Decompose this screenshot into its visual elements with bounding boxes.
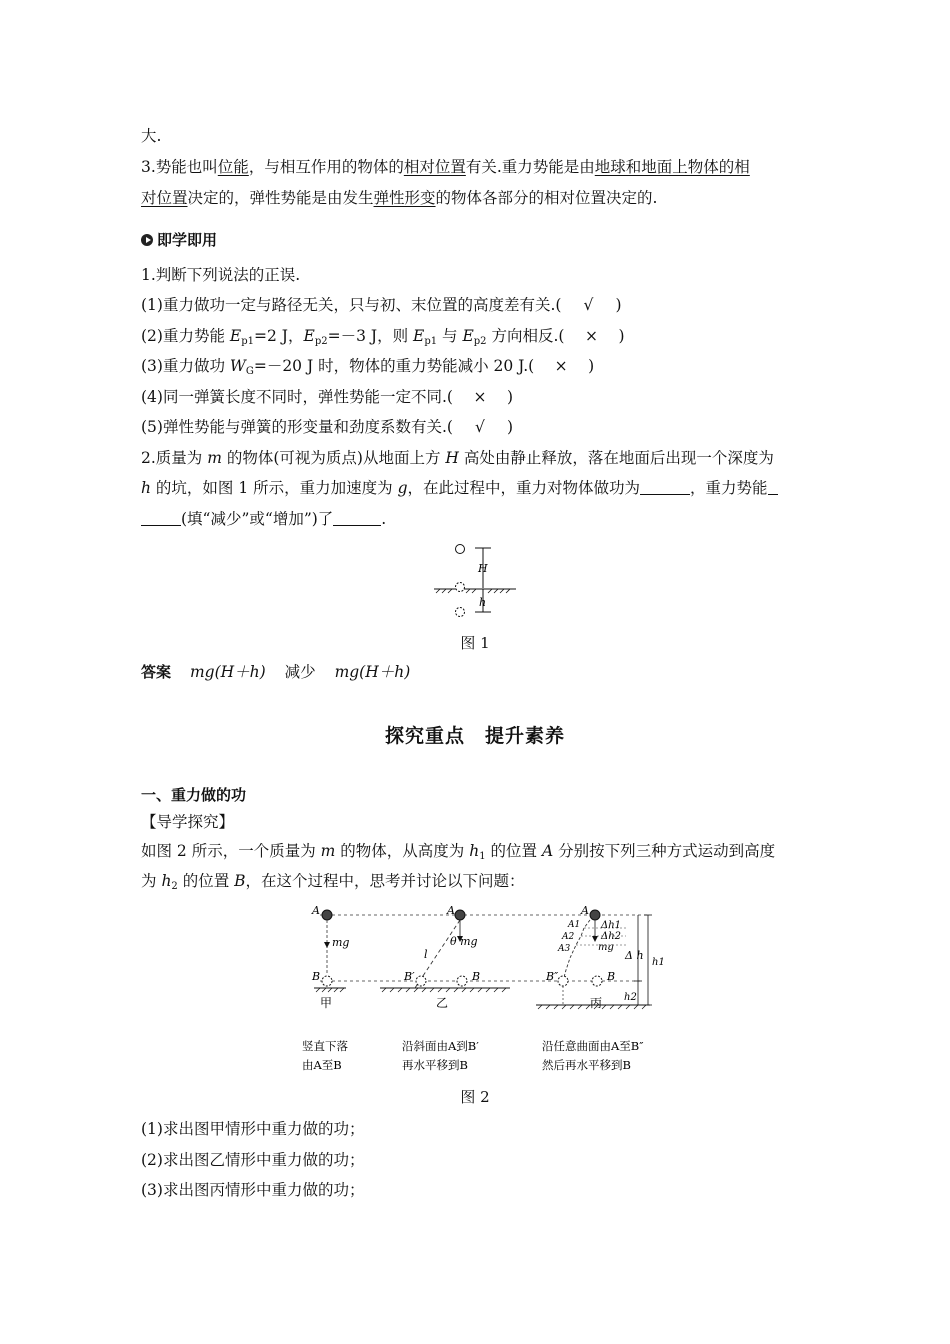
symbol: E (413, 327, 425, 345)
cross-mark: × (473, 388, 487, 406)
panel-bing (536, 904, 665, 1072)
underlined-term: 相对位置 (403, 158, 466, 176)
label-theta-mg: θ mg (450, 935, 478, 948)
label-A: A (312, 904, 320, 917)
ball-ground (456, 583, 465, 592)
label-A: A (447, 904, 455, 917)
answer-blank (333, 510, 381, 526)
paragraph-text: ，与相互作用的物体的 (248, 158, 404, 176)
answer-blank (768, 479, 778, 495)
label-H: H (478, 562, 488, 575)
ball-B (322, 976, 332, 986)
symbol: H (445, 449, 459, 467)
panel-desc: 沿斜面由A到B′ (402, 1039, 479, 1053)
label-dh1: Δh1 (601, 920, 622, 931)
subscript: p2 (473, 336, 487, 347)
symbol: h (141, 479, 151, 497)
panel-jia (302, 904, 349, 1072)
question-text: 1.判断下列说法的正误. (141, 266, 301, 284)
item-text: (4)同一弹簧长度不同时，弹性势能一定不同.( (141, 388, 453, 406)
intro-line-2 (141, 870, 525, 898)
figure-1-caption: 图 1 (460, 634, 490, 652)
paragraph-text: 决定的，弹性势能是由发生 (187, 189, 374, 207)
answer-label: 答案 (141, 663, 172, 681)
section-title: 探究重点 提升素养 (384, 725, 565, 747)
label-Bdoubleprime: B″ (546, 970, 559, 983)
judge-item-4 (141, 386, 513, 408)
label-Bprime: B′ (404, 970, 415, 983)
subscript: 2 (171, 881, 178, 892)
ball-top (456, 545, 465, 554)
panel-label: 甲 (320, 996, 333, 1010)
symbol: m (207, 449, 222, 467)
underlined-term: 对位置 (141, 189, 188, 207)
subscript: G (245, 366, 254, 377)
question-text: ，重力势能 (690, 479, 768, 497)
figure-2-caption: 图 2 (460, 1088, 490, 1106)
paragraph-text: 大. (141, 127, 162, 145)
label-dh: Δ h (625, 949, 644, 962)
panel-label: 乙 (436, 996, 449, 1010)
label-mg: mg (598, 942, 614, 953)
ball-B (592, 976, 602, 986)
symbol: E (303, 327, 315, 345)
answer-value: mg(H＋h) (189, 663, 266, 681)
question-2-line-2 (141, 477, 778, 499)
question-text: 的物体(可视为质点)从地面上方 (221, 449, 446, 467)
panel-yi (380, 904, 510, 1072)
symbol: g (397, 479, 408, 497)
check-mark: √ (474, 418, 485, 436)
symbol: m (320, 842, 336, 860)
judge-item-2 (141, 325, 625, 353)
label-mg: mg (332, 936, 350, 949)
paren: ) (618, 327, 625, 345)
item-text: =2 J， (253, 327, 304, 345)
mg-arrow (324, 942, 330, 948)
intro-text: ，在这个过程中，思考并讨论以下问题： (245, 872, 525, 890)
judge-item-3 (141, 355, 594, 383)
figure-2 (300, 898, 670, 1080)
intro-text: 的物体，从高度为 (335, 842, 470, 860)
symbol: E (462, 327, 474, 345)
text-line (141, 125, 161, 147)
item-text: =－3 J，则 (327, 327, 413, 345)
question-text: 高处由静止释放，落在地面后出现一个深度为 (458, 449, 774, 467)
ball-Bdoubleprime (558, 976, 568, 986)
intro-text: 分别按下列三种方式运动到高度 (553, 842, 776, 860)
subscript: 1 (479, 851, 486, 862)
heading-text: 即学即用 (157, 231, 218, 249)
symbol: E (229, 327, 242, 345)
intro-text: 的位置 (177, 872, 235, 890)
paragraph-text: 的物体各部分的相对位置决定的. (435, 189, 658, 207)
judge-item-5 (141, 416, 513, 438)
text-line (141, 187, 657, 209)
question-2-line-3 (141, 508, 386, 530)
panel-desc: 然后再水平移到B (542, 1058, 631, 1072)
panel-desc: 竖直下落 (302, 1039, 348, 1053)
panel-desc: 由A至B (302, 1058, 342, 1072)
answer-value: 减少 (284, 663, 316, 681)
figure-1 (425, 538, 525, 628)
question-2-line-1 (141, 447, 774, 469)
label-B: B (472, 970, 481, 983)
intro-text: 为 (141, 872, 162, 890)
ground-hatch (436, 589, 510, 593)
subscript: p1 (424, 336, 438, 347)
symbol: h (161, 872, 172, 890)
cross-mark: × (584, 327, 598, 345)
ball-A (455, 910, 465, 920)
question-text: ，在此过程中，重力对物体做功为 (407, 479, 641, 497)
item-text: (3)重力做功 (141, 357, 230, 375)
check-mark: √ (583, 296, 594, 314)
question-1 (141, 264, 300, 286)
symbol: h (469, 842, 480, 860)
guide-heading: 【导学探究】 (141, 813, 235, 831)
underlined-term: 地球和地面上物体的相 (594, 158, 750, 176)
subscript: p1 (241, 336, 254, 347)
symbol: A (541, 842, 554, 860)
cross-mark: × (554, 357, 568, 375)
play-circle-icon (141, 234, 153, 246)
question-text: (填“减少”或“增加”)了 (181, 510, 334, 528)
symbol: W (229, 357, 246, 375)
subscript: p2 (314, 336, 328, 347)
ball-B (457, 976, 467, 986)
intro-text: 的位置 (485, 842, 542, 860)
label-h1: h1 (652, 957, 665, 968)
question-jia: (1)求出图甲情形中重力做的功； (141, 1120, 365, 1138)
question-yi: (2)求出图乙情形中重力做的功； (141, 1151, 365, 1169)
question-bing: (3)求出图丙情形中重力做的功； (141, 1181, 365, 1199)
ball-pit (456, 608, 465, 617)
underlined-term: 弹性形变 (373, 189, 436, 207)
label-A1: A1 (568, 920, 581, 930)
question-text: 的坑，如图 1 所示，重力加速度为 (150, 479, 398, 497)
subsection-heading: 一、重力做的功 (141, 786, 247, 804)
label-A: A (581, 904, 589, 917)
paren: ) (615, 296, 622, 314)
ball-Bprime (416, 976, 426, 986)
panel-desc: 再水平移到B (402, 1058, 468, 1072)
paren: ) (588, 357, 595, 375)
answer-blank (141, 510, 181, 526)
item-text: =－20 J 时，物体的重力势能减小 20 J.( (253, 357, 535, 375)
practice-heading (141, 229, 217, 251)
answer-blank (640, 479, 690, 495)
symbol: B (234, 872, 246, 890)
item-text: 与 (437, 327, 463, 345)
underlined-term: 位能 (217, 158, 249, 176)
paragraph-text: 有关.重力势能是由 (465, 158, 595, 176)
ball-A (322, 910, 332, 920)
item-text: 方向相反.( (486, 327, 565, 345)
label-h2: h2 (624, 992, 637, 1003)
judge-item-1 (141, 294, 622, 316)
label-B: B (607, 970, 616, 983)
answer-line (141, 661, 410, 683)
answer-value: mg(H＋h) (334, 663, 411, 681)
panel-label: 丙 (590, 996, 603, 1010)
label-l: l (424, 948, 428, 961)
intro-line-1 (141, 840, 775, 868)
label-h: h (479, 596, 487, 609)
label-A2: A2 (562, 932, 575, 942)
paren: ) (506, 418, 513, 436)
text-line (141, 156, 750, 178)
item-text: (1)重力做功一定与路径无关，只与初、末位置的高度差有关.( (141, 296, 562, 314)
intro-text: 如图 2 所示，一个质量为 (141, 842, 321, 860)
panel-desc: 沿任意曲面由A至B″ (542, 1039, 644, 1053)
ball-A (590, 910, 600, 920)
item-text: (5)弹性势能与弹簧的形变量和劲度系数有关.( (141, 418, 453, 436)
question-text: . (381, 510, 387, 528)
label-B: B (312, 970, 321, 983)
paragraph-text: 3.势能也叫 (141, 158, 218, 176)
label-dh2: Δh2 (601, 931, 622, 942)
label-A3: A3 (558, 944, 571, 954)
question-text: 2.质量为 (141, 449, 208, 467)
paren: ) (506, 388, 513, 406)
item-text: (2)重力势能 (141, 327, 230, 345)
